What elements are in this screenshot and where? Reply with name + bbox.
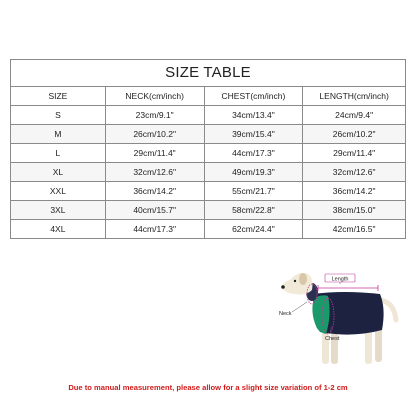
cell-neck: 36cm/14.2": [105, 182, 204, 201]
dog-nose: [281, 285, 285, 289]
cell-length: 38cm/15.0": [303, 201, 406, 220]
cell-size: 4XL: [11, 220, 106, 239]
table-row: [11, 220, 406, 239]
table-body: [11, 106, 406, 239]
cell-length: 42cm/16.5": [303, 220, 406, 239]
cell-chest: 44cm/17.3": [204, 144, 303, 163]
table-row: [11, 201, 406, 220]
cell-size: M: [11, 125, 106, 144]
size-table-container: [10, 59, 406, 239]
measurement-note: Due to manual measurement, please allow for a slight size variation of 1-2 cm: [68, 383, 348, 392]
cell-neck: 26cm/10.2": [105, 125, 204, 144]
vest-panel: [312, 295, 329, 334]
dog-eye: [294, 280, 296, 282]
table-row: [11, 182, 406, 201]
dog-ear: [299, 273, 307, 285]
cell-neck: 44cm/17.3": [105, 220, 204, 239]
dog-leg: [365, 330, 372, 364]
size-table: [10, 59, 406, 239]
table-row: [11, 144, 406, 163]
header-chest: CHEST(cm/inch): [204, 87, 303, 106]
cell-chest: 49cm/19.3": [204, 163, 303, 182]
table-row: [11, 163, 406, 182]
header-row: [11, 87, 406, 106]
cell-neck: 32cm/12.6": [105, 163, 204, 182]
cell-length: 29cm/11.4": [303, 144, 406, 163]
dog-illustration: [262, 268, 402, 368]
cell-size: L: [11, 144, 106, 163]
cell-length: 24cm/9.4": [303, 106, 406, 125]
table-row: [11, 125, 406, 144]
cell-chest: 55cm/21.7": [204, 182, 303, 201]
chest-label: Chest: [325, 336, 340, 342]
cell-size: S: [11, 106, 106, 125]
table-title: SIZE TABLE: [10, 59, 406, 86]
cell-length: 32cm/12.6": [303, 163, 406, 182]
cell-length: 26cm/10.2": [303, 125, 406, 144]
cell-chest: 39cm/15.4": [204, 125, 303, 144]
cell-chest: 62cm/24.4": [204, 220, 303, 239]
header-size: SIZE: [11, 87, 106, 106]
cell-neck: 23cm/9.1": [105, 106, 204, 125]
cell-size: XXL: [11, 182, 106, 201]
cell-size: 3XL: [11, 201, 106, 220]
dog-leg: [375, 328, 382, 362]
dog-head: [282, 273, 313, 295]
table-row: [11, 106, 406, 125]
neck-leader-line: [292, 302, 307, 312]
header-neck: NECK(cm/inch): [105, 87, 204, 106]
cell-length: 36cm/14.2": [303, 182, 406, 201]
header-length: LENGTH(cm/inch): [303, 87, 406, 106]
cell-neck: 40cm/15.7": [105, 201, 204, 220]
neck-label: Neck: [279, 311, 292, 317]
dog-measurement-figure: [262, 268, 402, 368]
cell-chest: 58cm/22.8": [204, 201, 303, 220]
cell-size: XL: [11, 163, 106, 182]
cell-chest: 34cm/13.4": [204, 106, 303, 125]
cell-neck: 29cm/11.4": [105, 144, 204, 163]
length-label: Length: [331, 276, 349, 283]
